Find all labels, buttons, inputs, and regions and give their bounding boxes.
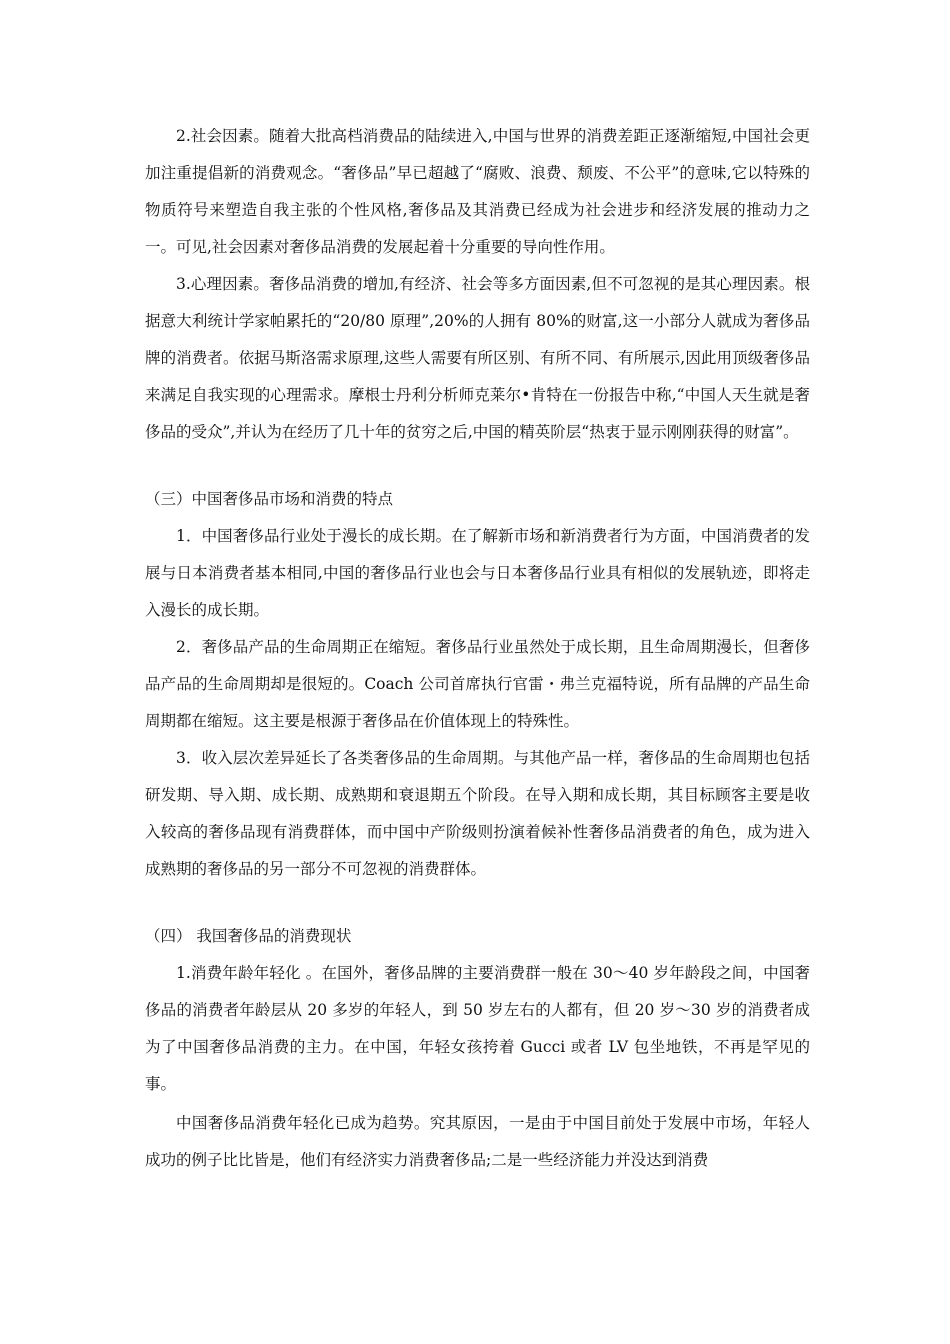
- section-heading-consumption-status: （四） 我国奢侈品的消费现状: [145, 927, 352, 945]
- paragraph-product-lifecycle: 2．奢侈品产品的生命周期正在缩短。奢侈品行业虽然处于成长期，且生命周期漫长，但奢侈品产品的生命周期却是很短的。Coach 公司首席执行官雷・弗兰克福特说，所有品牌的产品生命周期都在缩短。这主要是根源于奢侈品在价值体现上的特殊性。: [145, 638, 810, 730]
- section-heading-market-features: （三）中国奢侈品市场和消费的特点: [145, 490, 394, 508]
- paragraph-income-levels: 3．收入层次差异延长了各类奢侈品的生命周期。与其他产品一样，奢侈品的生命周期也包括研发期、导入期、成长期、成熟期和衰退期五个阶段。在导入期和成长期，其目标顾客主要是收入较高的奢侈品现有消费群体，而中国中产阶级则扮演着候补性奢侈品消费者的角色，成为进入成熟期的奢侈品的另一部分不可忽视的消费群体。: [145, 749, 810, 878]
- paragraph-psychological-factors: 3.心理因素。奢侈品消费的增加,有经济、社会等多方面因素,但不可忽视的是其心理因素。根据意大利统计学家帕累托的“20/80 原理”,20%的人拥有 80%的财富,这一小部分人就成为奢侈品牌的消费者。依据马斯洛需求原理,这些人需要有所区别、有所不同、有所展示,因此用顶级奢侈品来满足自我实现的心理需求。摩根士丹利分析师克莱尔•肯特在一份报告中称,“中国人天生就是奢侈品的受众”,并认为在经历了几十年的贫穷之后,中国的精英阶层“热衷于显示刚刚获得的财富”。: [145, 275, 810, 441]
- paragraph-youth-trend: 中国奢侈品消费年轻化已成为趋势。究其原因，一是由于中国目前处于发展中市场，年轻人成功的例子比比皆是，他们有经济实力消费奢侈品;二是一些经济能力并没达到消费: [145, 1114, 810, 1169]
- paragraph-social-factors: 2.社会因素。随着大批高档消费品的陆续进入,中国与世界的消费差距正逐渐缩短,中国社会更加注重提倡新的消费观念。“奢侈品”早已超越了“腐败、浪费、颓废、不公平”的意味,它以特殊的物质符号来塑造自我主张的个性风格,奢侈品及其消费已经成为社会进步和经济发展的推动力之一。可见,社会因素对奢侈品消费的发展起着十分重要的导向性作用。: [145, 127, 810, 256]
- section-gap: [145, 888, 810, 918]
- document-body: [145, 118, 810, 1179]
- section-gap: [145, 451, 810, 481]
- paragraph-growth-period: 1．中国奢侈品行业处于漫长的成长期。在了解新市场和新消费者行为方面，中国消费者的发展与日本消费者基本相同,中国的奢侈品行业也会与日本奢侈品行业具有相似的发展轨迹，即将走入漫长的成长期。: [145, 527, 810, 619]
- paragraph-younger-consumers: 1.消费年龄年轻化 。在国外，奢侈品牌的主要消费群一般在 30～40 岁年龄段之间，中国奢侈品的消费者年龄层从 20 多岁的年轻人，到 50 岁左右的人都有，但 20 岁～30 岁的消费者成为了中国奢侈品消费的主力。在中国，年轻女孩挎着 Gucci 或者 LV 包坐地铁，不再是罕见的事。: [145, 964, 810, 1093]
